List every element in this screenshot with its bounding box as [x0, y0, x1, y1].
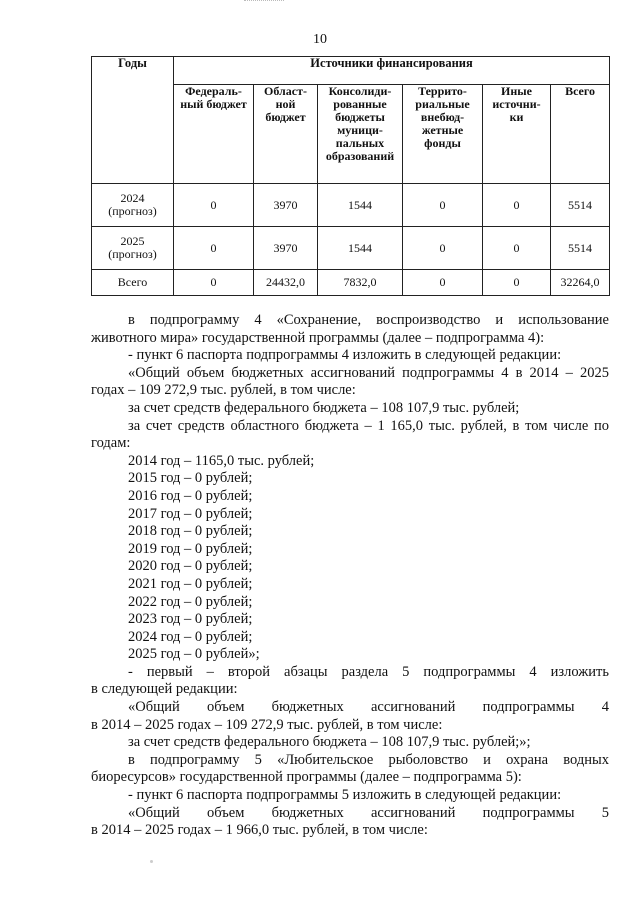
- column-header-line: риальные: [415, 97, 470, 111]
- column-header-line: пальных: [335, 136, 385, 150]
- column-header: [254, 85, 318, 184]
- column-header-line: Федераль-: [185, 84, 242, 98]
- value-cell: 5514: [551, 184, 610, 227]
- financing-table: [91, 56, 610, 296]
- paragraph-total-5a: «Общий объем бюджетных ассигнований подпрограммы 5: [128, 804, 609, 821]
- paragraph-total-4-sec-b: в 2014 – 2025 годах – 109 272,9 тыс. рублей, в том числе:: [91, 716, 443, 733]
- year-line: 2025 год – 0 рублей»;: [128, 646, 260, 663]
- paragraph-federal-4-sec: за счет средств федерального бюджета – 108 107,9 тыс. рублей;»;: [128, 734, 531, 751]
- column-header-line: жетные: [421, 123, 464, 137]
- value-cell: 0: [174, 184, 254, 227]
- column-header-line: Област-: [264, 84, 307, 98]
- paragraph-subprogram-4: в подпрограмму 4 «Сохранение, воспроизводство и использование животного мира» государственной программы (далее – подпрограмма 4):: [91, 312, 609, 346]
- value-cell: 0: [403, 227, 483, 270]
- column-header-line: Иные: [501, 84, 532, 98]
- year-cell-line: 2024: [120, 191, 145, 205]
- year-list: [91, 453, 609, 664]
- year-cell-line: (прогноз): [108, 204, 157, 218]
- table-row: [92, 270, 610, 296]
- value-cell: 7832,0: [318, 270, 403, 296]
- column-header: [174, 85, 254, 184]
- column-header-line: Террито-: [418, 84, 467, 98]
- value-cell: 3970: [254, 227, 318, 270]
- column-header-line: внебюд-: [420, 110, 465, 124]
- scan-mark: [150, 860, 153, 863]
- column-header-line: ки: [509, 110, 524, 124]
- paragraph-subprogram-5: в подпрограмму 5 «Любительское рыболовство и охрана водных биоресурсов» государственной программы (далее – подпрограмма 5):: [91, 751, 609, 786]
- years-header: Годы: [92, 57, 174, 184]
- year-line: 2024 год – 0 рублей;: [128, 628, 253, 645]
- column-header: [551, 85, 610, 184]
- year-line: 2022 год – 0 рублей;: [128, 593, 253, 610]
- table-row: [92, 227, 610, 270]
- year-line: 2016 год – 0 рублей;: [128, 487, 253, 504]
- value-cell: 0: [483, 184, 551, 227]
- value-cell: 32264,0: [551, 270, 610, 296]
- column-header-line: Всего: [565, 84, 596, 98]
- paragraph-passport-5: - пункт 6 паспорта подпрограммы 5 изложить в следующей редакции:: [128, 787, 562, 804]
- paragraph-total-4: «Общий объем бюджетных ассигнований подпрограммы 4 в 2014 – 2025 годах – 109 272,9 тыс. рублей, в том числе:: [91, 364, 609, 399]
- sources-header: Источники финансирования: [174, 57, 610, 85]
- year-cell-line: (прогноз): [108, 247, 157, 261]
- paragraph-section-5a: - первый – второй абзацы раздела 5 подпрограммы 4 изложить: [128, 663, 609, 680]
- column-header: [483, 85, 551, 184]
- document-body: [91, 312, 609, 840]
- year-cell: [92, 227, 174, 270]
- value-cell: 3970: [254, 184, 318, 227]
- value-cell: 24432,0: [254, 270, 318, 296]
- value-cell: 1544: [318, 184, 403, 227]
- year-line: 2014 год – 1165,0 тыс. рублей;: [128, 452, 315, 469]
- year-line: 2018 год – 0 рублей;: [128, 523, 253, 540]
- year-line: 2020 год – 0 рублей;: [128, 558, 253, 575]
- year-line: 2023 год – 0 рублей;: [128, 611, 253, 628]
- paragraph-total-5b: в 2014 – 2025 годах – 1 966,0 тыс. рублей, в том числе:: [91, 822, 428, 839]
- year-line: 2021 год – 0 рублей;: [128, 575, 253, 592]
- year-line: 2017 год – 0 рублей;: [128, 505, 253, 522]
- paragraph-passport-4: - пункт 6 паспорта подпрограммы 4 изложить в следующей редакции:: [128, 347, 562, 364]
- year-cell: [92, 270, 174, 296]
- table-row: [92, 184, 610, 227]
- column-header-line: муници-: [337, 123, 383, 137]
- paragraph-total-4-sec-a: «Общий объем бюджетных ассигнований подпрограммы 4: [128, 699, 609, 716]
- paragraph-federal-4: за счет средств федерального бюджета – 108 107,9 тыс. рублей;: [128, 399, 520, 416]
- year-cell: [92, 184, 174, 227]
- year-line: 2015 год – 0 рублей;: [128, 470, 253, 487]
- column-header: [318, 85, 403, 184]
- paragraph-section-5b: в следующей редакции:: [91, 681, 238, 698]
- paragraph-regional-4: за счет средств областного бюджета – 1 165,0 тыс. рублей, в том числе по годам:: [91, 417, 609, 452]
- value-cell: 0: [483, 270, 551, 296]
- column-header-line: ной: [275, 97, 296, 111]
- column-header: [403, 85, 483, 184]
- column-header-line: ный бюджет: [180, 97, 247, 111]
- year-cell-line: 2025: [120, 234, 145, 248]
- value-cell: 0: [174, 227, 254, 270]
- table-body: [92, 184, 610, 296]
- value-cell: 0: [174, 270, 254, 296]
- value-cell: 5514: [551, 227, 610, 270]
- year-cell-line: Всего: [117, 275, 148, 289]
- column-header-line: рованные: [333, 97, 387, 111]
- column-header-line: образований: [325, 149, 395, 163]
- column-header-line: источни-: [492, 97, 541, 111]
- value-cell: 0: [403, 270, 483, 296]
- scan-artifact: [244, 0, 284, 5]
- value-cell: 1544: [318, 227, 403, 270]
- column-header-line: бюджет: [265, 110, 306, 124]
- column-header-line: фонды: [424, 136, 461, 150]
- value-cell: 0: [483, 227, 551, 270]
- page-number: 10: [313, 32, 327, 47]
- column-header-line: бюджеты: [335, 110, 385, 124]
- column-header-line: Консолиди-: [328, 84, 392, 98]
- value-cell: 0: [403, 184, 483, 227]
- year-line: 2019 год – 0 рублей;: [128, 540, 253, 557]
